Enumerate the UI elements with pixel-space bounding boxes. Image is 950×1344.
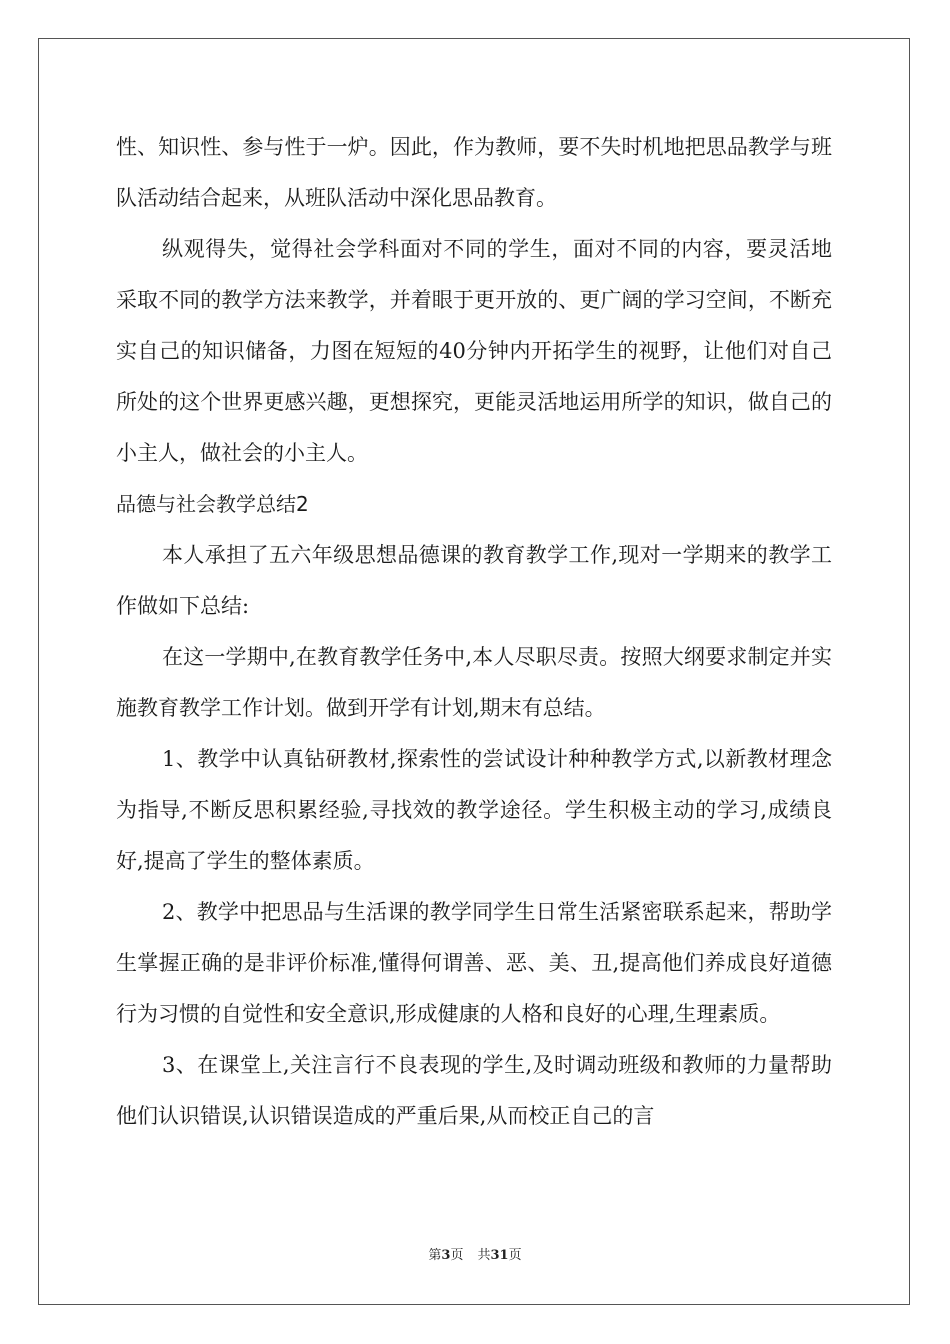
document-body bbox=[116, 122, 832, 1142]
total-pages: 31 bbox=[490, 1248, 509, 1263]
total-prefix: 共 bbox=[477, 1248, 491, 1263]
paragraph-5: 1、教学中认真钻研教材,探索性的尝试设计种种教学方式,以新教材理念为指导,不断反思积累经验,寻找效的教学途径。学生积极主动的学习,成绩良好,提高了学生的整体素质。 bbox=[116, 747, 832, 873]
paragraph-2: 纵观得失，觉得社会学科面对不同的学生，面对不同的内容，要灵活地采取不同的教学方法来教学，并着眼于更开放的、更广阔的学习空间，不断充实自己的知识储备，力图在短短的40分钟内开拓学生的视野，让他们对自己所处的这个世界更感兴趣，更想探究，更能灵活地运用所学的知识，做自己的小主人，做社会的小主人。 bbox=[116, 237, 832, 465]
page-prefix: 第 bbox=[428, 1248, 442, 1263]
paragraph-4: 在这一学期中,在教育教学任务中,本人尽职尽责。按照大纲要求制定并实施教育教学工作计划。做到开学有计划,期末有总结。 bbox=[116, 645, 832, 720]
page-suffix: 页 bbox=[450, 1248, 464, 1263]
paragraph-6: 2、教学中把思品与生活课的教学同学生日常生活紧密联系起来，帮助学生掌握正确的是非评价标准,懂得何谓善、恶、美、丑,提高他们养成良好道德行为习惯的自觉性和安全意识,形成健康的人格和良好的心理,生理素质。 bbox=[116, 900, 832, 1026]
total-suffix: 页 bbox=[508, 1248, 522, 1263]
page-footer bbox=[0, 1244, 950, 1263]
section-heading: 品德与社会教学总结2 bbox=[116, 492, 309, 516]
paragraph-7: 3、在课堂上,关注言行不良表现的学生,及时调动班级和教师的力量帮助他们认识错误,认识错误造成的严重后果,从而校正自己的言 bbox=[116, 1053, 832, 1128]
page-number: 3 bbox=[441, 1248, 451, 1263]
paragraph-3: 本人承担了五六年级思想品德课的教育教学工作,现对一学期来的教学工作做如下总结: bbox=[116, 543, 832, 618]
paragraph-1: 性、知识性、参与性于一炉。因此，作为教师，要不失时机地把思品教学与班队活动结合起来，从班队活动中深化思品教育。 bbox=[116, 135, 832, 210]
